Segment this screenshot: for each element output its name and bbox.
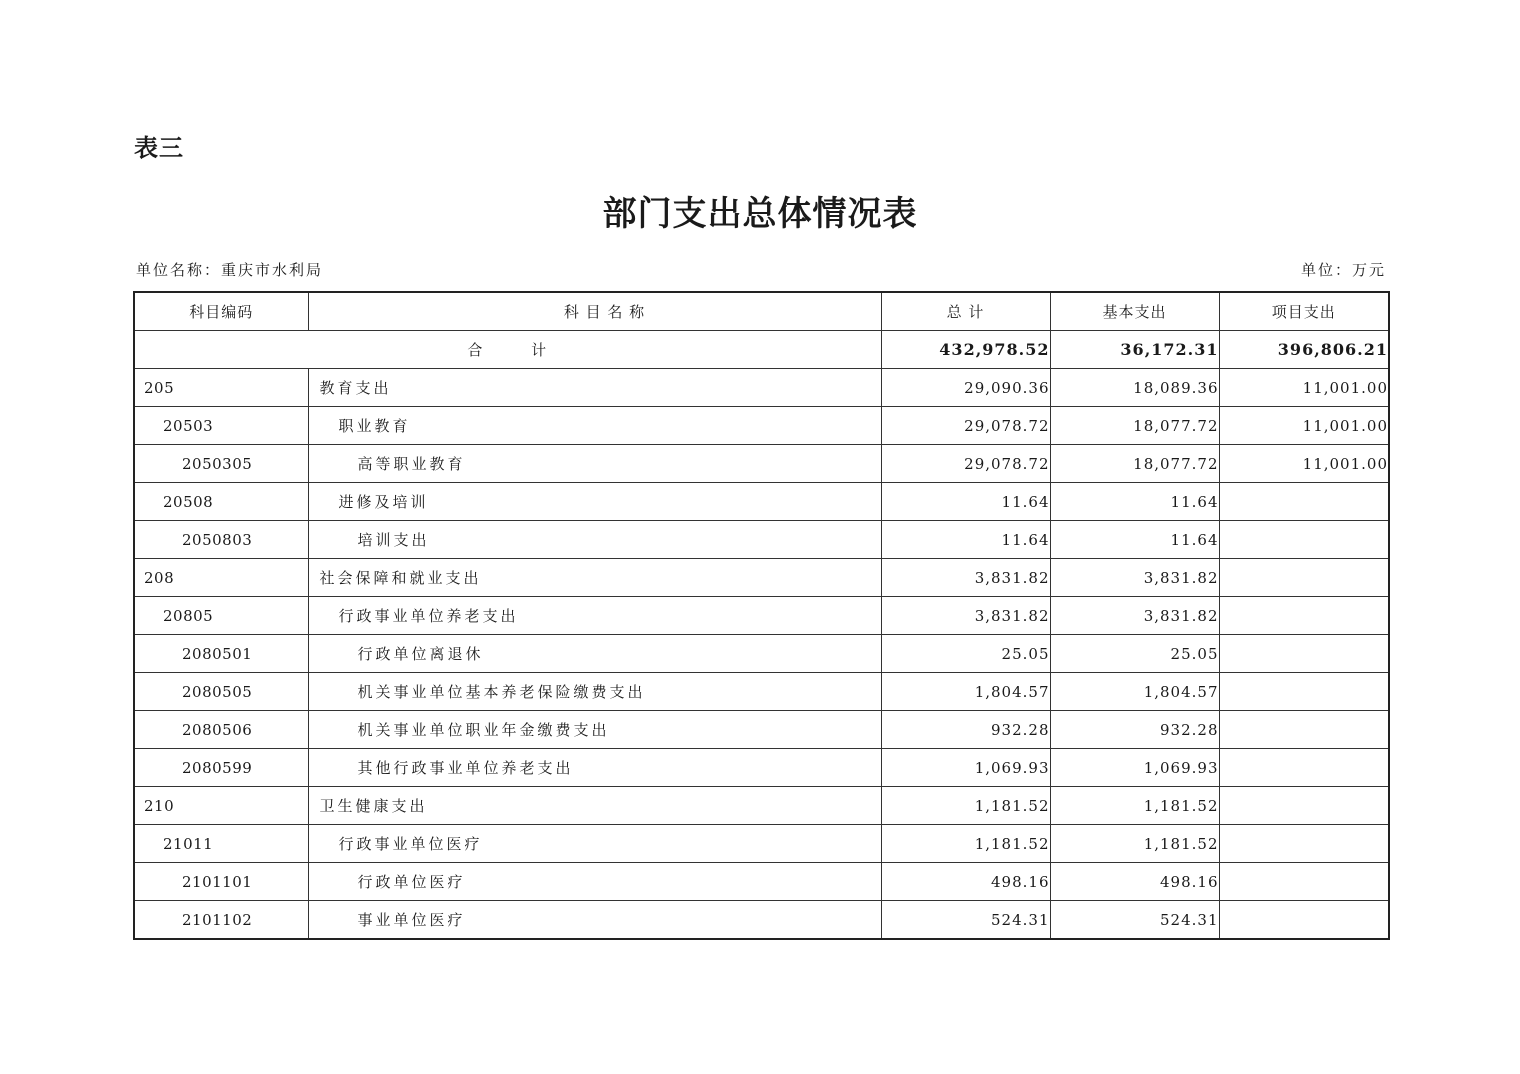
cell-total: 524.31 <box>881 901 1050 940</box>
cell-project <box>1219 635 1389 673</box>
cell-total: 29,090.36 <box>881 369 1050 407</box>
cell-project: 11,001.00 <box>1219 369 1389 407</box>
unit-label: 单位：万元 <box>1300 261 1386 279</box>
cell-name: 事业单位医疗 <box>308 901 881 940</box>
cell-project <box>1219 521 1389 559</box>
cell-name: 职业教育 <box>308 407 881 445</box>
header-basic: 基本支出 <box>1050 292 1219 331</box>
cell-total: 1,181.52 <box>881 787 1050 825</box>
cell-project <box>1219 787 1389 825</box>
total-basic: 36,172.31 <box>1050 331 1219 369</box>
table-row <box>134 521 1389 559</box>
unit-name: 单位名称：重庆市水利局 <box>136 261 324 279</box>
cell-code: 2101101 <box>134 863 308 901</box>
cell-code: 2050803 <box>134 521 308 559</box>
cell-code: 20503 <box>134 407 308 445</box>
cell-code: 210 <box>134 787 308 825</box>
cell-basic: 18,077.72 <box>1050 445 1219 483</box>
cell-total: 1,804.57 <box>881 673 1050 711</box>
cell-name: 进修及培训 <box>308 483 881 521</box>
cell-code: 208 <box>134 559 308 597</box>
table-header-row <box>134 292 1389 331</box>
cell-name: 其他行政事业单位养老支出 <box>308 749 881 787</box>
table-row <box>134 445 1389 483</box>
cell-name: 社会保障和就业支出 <box>308 559 881 597</box>
cell-basic: 18,089.36 <box>1050 369 1219 407</box>
table-row <box>134 483 1389 521</box>
cell-basic: 932.28 <box>1050 711 1219 749</box>
table-row <box>134 559 1389 597</box>
cell-basic: 3,831.82 <box>1050 559 1219 597</box>
cell-code: 20508 <box>134 483 308 521</box>
cell-name: 卫生健康支出 <box>308 787 881 825</box>
total-label: 合 计 <box>134 331 881 369</box>
table-row <box>134 825 1389 863</box>
cell-code: 205 <box>134 369 308 407</box>
table-row <box>134 597 1389 635</box>
cell-total: 498.16 <box>881 863 1050 901</box>
expense-table <box>133 291 1390 940</box>
cell-basic: 1,181.52 <box>1050 787 1219 825</box>
cell-code: 2080505 <box>134 673 308 711</box>
cell-basic: 498.16 <box>1050 863 1219 901</box>
cell-project <box>1219 483 1389 521</box>
cell-basic: 524.31 <box>1050 901 1219 940</box>
cell-name: 机关事业单位职业年金缴费支出 <box>308 711 881 749</box>
cell-project <box>1219 673 1389 711</box>
table-row <box>134 407 1389 445</box>
header-project: 项目支出 <box>1219 292 1389 331</box>
cell-total: 3,831.82 <box>881 559 1050 597</box>
table-row <box>134 863 1389 901</box>
table-row <box>134 673 1389 711</box>
table-row <box>134 901 1389 940</box>
cell-project <box>1219 711 1389 749</box>
cell-basic: 18,077.72 <box>1050 407 1219 445</box>
cell-code: 2080501 <box>134 635 308 673</box>
cell-name: 行政事业单位医疗 <box>308 825 881 863</box>
cell-name: 机关事业单位基本养老保险缴费支出 <box>308 673 881 711</box>
cell-total: 11.64 <box>881 483 1050 521</box>
cell-project <box>1219 749 1389 787</box>
cell-project <box>1219 825 1389 863</box>
cell-basic: 1,069.93 <box>1050 749 1219 787</box>
cell-total: 3,831.82 <box>881 597 1050 635</box>
cell-total: 29,078.72 <box>881 407 1050 445</box>
cell-basic: 3,831.82 <box>1050 597 1219 635</box>
cell-total: 25.05 <box>881 635 1050 673</box>
cell-basic: 1,804.57 <box>1050 673 1219 711</box>
cell-total: 1,181.52 <box>881 825 1050 863</box>
table-row <box>134 369 1389 407</box>
cell-basic: 11.64 <box>1050 521 1219 559</box>
cell-code: 2050305 <box>134 445 308 483</box>
cell-name: 教育支出 <box>308 369 881 407</box>
cell-total: 11.64 <box>881 521 1050 559</box>
cell-code: 2080506 <box>134 711 308 749</box>
cell-code: 21011 <box>134 825 308 863</box>
cell-code: 2101102 <box>134 901 308 940</box>
cell-basic: 1,181.52 <box>1050 825 1219 863</box>
cell-total: 932.28 <box>881 711 1050 749</box>
table-row <box>134 711 1389 749</box>
table-row <box>134 635 1389 673</box>
cell-name: 行政事业单位养老支出 <box>308 597 881 635</box>
cell-name: 培训支出 <box>308 521 881 559</box>
cell-total: 1,069.93 <box>881 749 1050 787</box>
cell-total: 29,078.72 <box>881 445 1050 483</box>
cell-code: 2080599 <box>134 749 308 787</box>
header-name: 科 目 名 称 <box>308 292 881 331</box>
cell-name: 高等职业教育 <box>308 445 881 483</box>
table-row <box>134 749 1389 787</box>
cell-name: 行政单位离退休 <box>308 635 881 673</box>
page-title: 部门支出总体情况表 <box>602 194 918 234</box>
cell-project <box>1219 559 1389 597</box>
cell-basic: 11.64 <box>1050 483 1219 521</box>
cell-project: 11,001.00 <box>1219 445 1389 483</box>
cell-name: 行政单位医疗 <box>308 863 881 901</box>
cell-basic: 25.05 <box>1050 635 1219 673</box>
table-row <box>134 787 1389 825</box>
cell-project <box>1219 901 1389 940</box>
header-total: 总 计 <box>881 292 1050 331</box>
cell-project <box>1219 863 1389 901</box>
cell-code: 20805 <box>134 597 308 635</box>
total-sum: 432,978.52 <box>881 331 1050 369</box>
cell-project: 11,001.00 <box>1219 407 1389 445</box>
table-label: 表三 <box>134 134 184 162</box>
header-code: 科目编码 <box>134 292 308 331</box>
total-project: 396,806.21 <box>1219 331 1389 369</box>
cell-project <box>1219 597 1389 635</box>
total-row <box>134 331 1389 369</box>
